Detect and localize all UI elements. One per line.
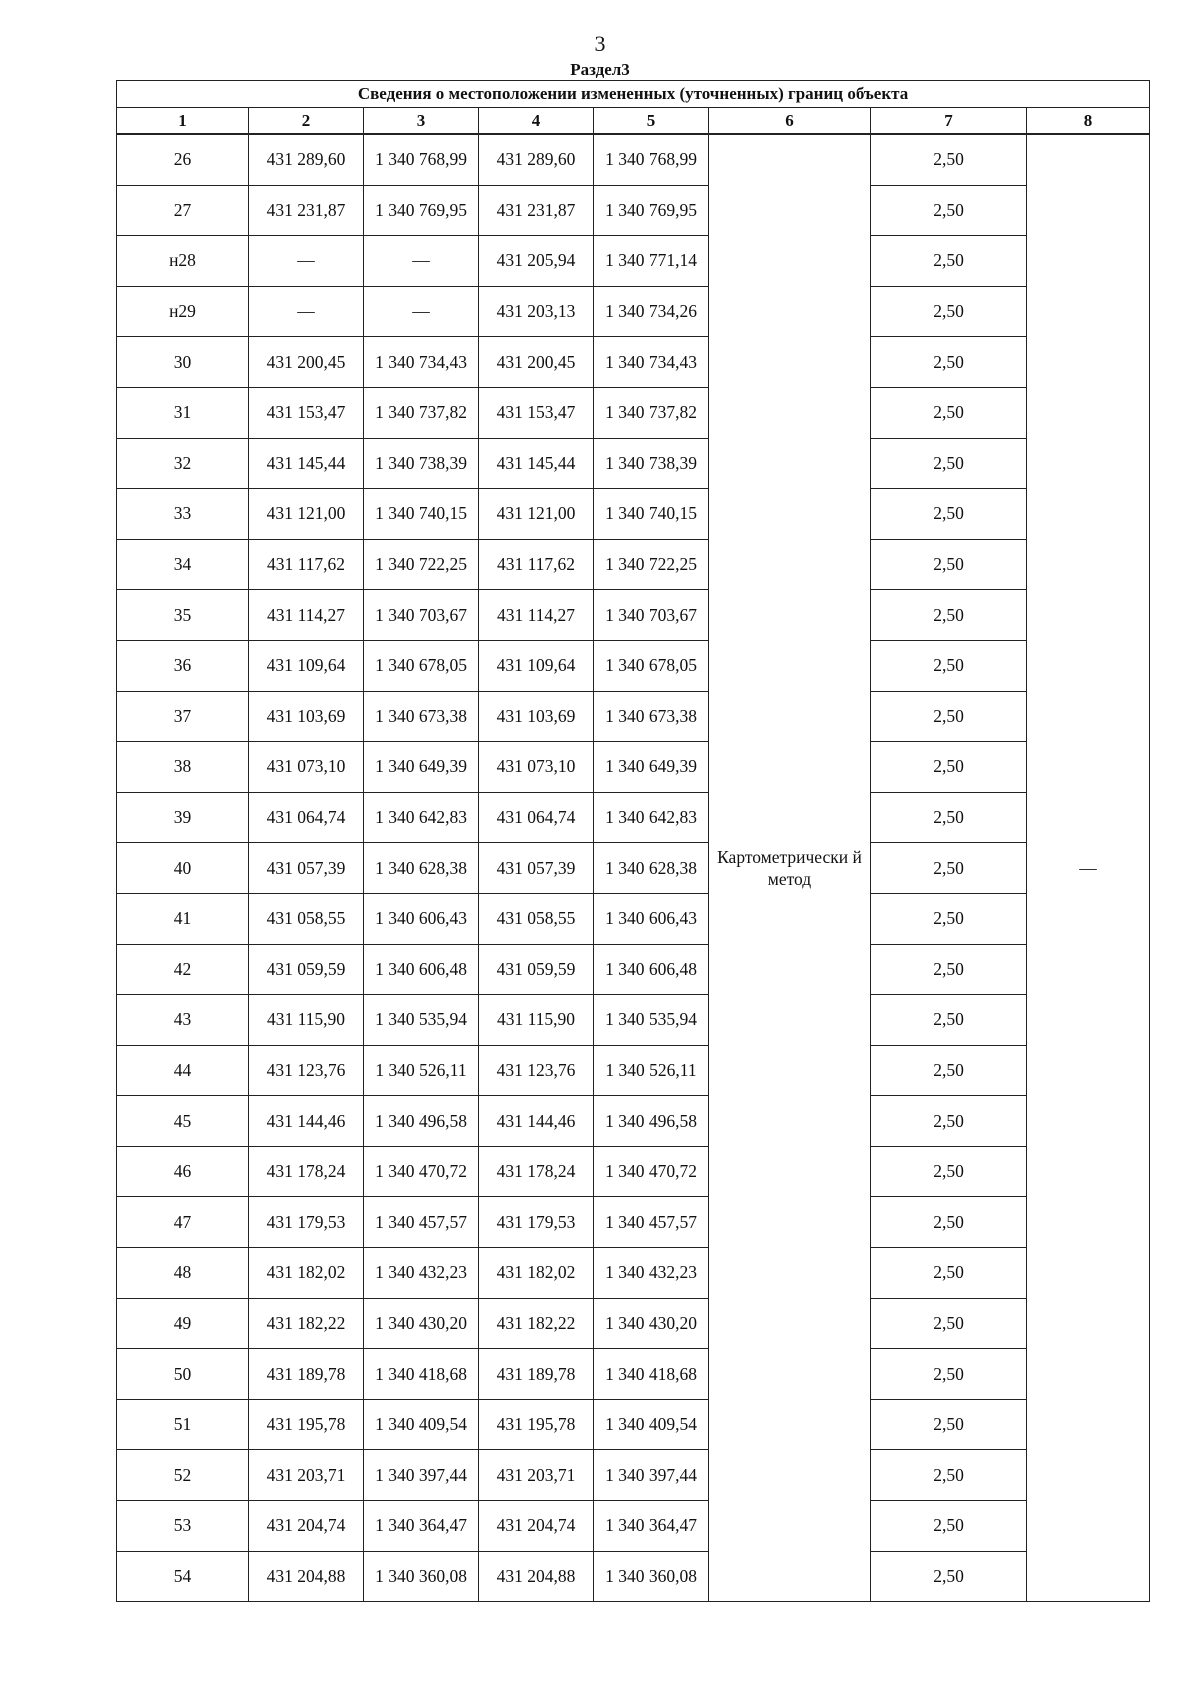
- table-row: [117, 387, 1150, 438]
- y-old-cell: 1 340 360,08: [364, 1551, 479, 1602]
- table-row: [117, 640, 1150, 691]
- table-row: [117, 185, 1150, 236]
- point-number-cell: 40: [117, 843, 249, 894]
- point-number-cell: 42: [117, 944, 249, 995]
- x-new-cell: 431 179,53: [479, 1197, 594, 1248]
- y-new-cell: 1 340 768,99: [594, 134, 709, 185]
- x-old-cell: 431 109,64: [249, 640, 364, 691]
- accuracy-cell: 2,50: [871, 742, 1027, 793]
- method-cell: Картометрически й метод: [709, 134, 871, 1602]
- y-new-cell: 1 340 360,08: [594, 1551, 709, 1602]
- y-old-cell: 1 340 740,15: [364, 489, 479, 540]
- table-row: [117, 1146, 1150, 1197]
- y-new-cell: 1 340 737,82: [594, 387, 709, 438]
- x-new-cell: 431 200,45: [479, 337, 594, 388]
- y-new-cell: 1 340 606,43: [594, 893, 709, 944]
- accuracy-cell: 2,50: [871, 590, 1027, 641]
- x-old-cell: 431 121,00: [249, 489, 364, 540]
- point-number-cell: 41: [117, 893, 249, 944]
- x-new-cell: 431 204,74: [479, 1501, 594, 1552]
- table-caption: Сведения о местоположении измененных (уточненных) границ объекта: [117, 81, 1150, 108]
- y-new-cell: 1 340 678,05: [594, 640, 709, 691]
- y-old-cell: 1 340 673,38: [364, 691, 479, 742]
- x-old-cell: 431 153,47: [249, 387, 364, 438]
- x-old-cell: 431 114,27: [249, 590, 364, 641]
- column-number-5: 5: [594, 108, 709, 135]
- point-number-cell: 39: [117, 792, 249, 843]
- accuracy-cell: 2,50: [871, 640, 1027, 691]
- x-new-cell: 431 205,94: [479, 236, 594, 287]
- accuracy-cell: 2,50: [871, 1501, 1027, 1552]
- y-new-cell: 1 340 734,43: [594, 337, 709, 388]
- accuracy-cell: 2,50: [871, 185, 1027, 236]
- table-row: [117, 792, 1150, 843]
- table-row: [117, 236, 1150, 287]
- x-old-cell: 431 182,22: [249, 1298, 364, 1349]
- x-new-cell: 431 231,87: [479, 185, 594, 236]
- x-new-cell: 431 117,62: [479, 539, 594, 590]
- y-old-cell: 1 340 703,67: [364, 590, 479, 641]
- x-new-cell: 431 058,55: [479, 893, 594, 944]
- table-row: [117, 1096, 1150, 1147]
- y-new-cell: 1 340 418,68: [594, 1349, 709, 1400]
- y-old-cell: 1 340 397,44: [364, 1450, 479, 1501]
- x-new-cell: 431 189,78: [479, 1349, 594, 1400]
- column-number-6: 6: [709, 108, 871, 135]
- point-number-cell: 49: [117, 1298, 249, 1349]
- y-old-cell: 1 340 768,99: [364, 134, 479, 185]
- y-old-cell: 1 340 364,47: [364, 1501, 479, 1552]
- y-new-cell: 1 340 703,67: [594, 590, 709, 641]
- x-old-cell: 431 145,44: [249, 438, 364, 489]
- x-new-cell: 431 153,47: [479, 387, 594, 438]
- table-row: [117, 893, 1150, 944]
- x-old-cell: 431 182,02: [249, 1248, 364, 1299]
- x-old-cell: 431 200,45: [249, 337, 364, 388]
- point-number-cell: 32: [117, 438, 249, 489]
- x-new-cell: 431 203,71: [479, 1450, 594, 1501]
- x-old-cell: 431 115,90: [249, 995, 364, 1046]
- x-new-cell: 431 059,59: [479, 944, 594, 995]
- table-row: [117, 843, 1150, 894]
- x-old-cell: 431 103,69: [249, 691, 364, 742]
- x-old-cell: 431 195,78: [249, 1399, 364, 1450]
- x-new-cell: 431 195,78: [479, 1399, 594, 1450]
- y-old-cell: 1 340 628,38: [364, 843, 479, 894]
- y-new-cell: 1 340 606,48: [594, 944, 709, 995]
- accuracy-cell: 2,50: [871, 438, 1027, 489]
- x-new-cell: 431 121,00: [479, 489, 594, 540]
- table-row: [117, 1045, 1150, 1096]
- y-new-cell: 1 340 432,23: [594, 1248, 709, 1299]
- y-new-cell: 1 340 526,11: [594, 1045, 709, 1096]
- x-new-cell: 431 203,13: [479, 286, 594, 337]
- point-number-cell: 38: [117, 742, 249, 793]
- point-number-cell: 53: [117, 1501, 249, 1552]
- accuracy-cell: 2,50: [871, 691, 1027, 742]
- column8-cell: —: [1027, 134, 1150, 1602]
- accuracy-cell: 2,50: [871, 1450, 1027, 1501]
- y-new-cell: 1 340 397,44: [594, 1450, 709, 1501]
- x-new-cell: 431 123,76: [479, 1045, 594, 1096]
- point-number-cell: 45: [117, 1096, 249, 1147]
- table-body: [117, 134, 1150, 1602]
- accuracy-cell: 2,50: [871, 387, 1027, 438]
- x-old-cell: —: [249, 286, 364, 337]
- table-row: [117, 286, 1150, 337]
- x-old-cell: 431 179,53: [249, 1197, 364, 1248]
- accuracy-cell: 2,50: [871, 1045, 1027, 1096]
- y-old-cell: 1 340 526,11: [364, 1045, 479, 1096]
- y-new-cell: 1 340 628,38: [594, 843, 709, 894]
- x-old-cell: 431 117,62: [249, 539, 364, 590]
- y-new-cell: 1 340 642,83: [594, 792, 709, 843]
- accuracy-cell: 2,50: [871, 1349, 1027, 1400]
- x-new-cell: 431 103,69: [479, 691, 594, 742]
- x-new-cell: 431 182,22: [479, 1298, 594, 1349]
- x-new-cell: 431 204,88: [479, 1551, 594, 1602]
- y-new-cell: 1 340 649,39: [594, 742, 709, 793]
- table-row: [117, 539, 1150, 590]
- table-row: [117, 944, 1150, 995]
- point-number-cell: 31: [117, 387, 249, 438]
- y-new-cell: 1 340 496,58: [594, 1096, 709, 1147]
- y-old-cell: 1 340 418,68: [364, 1349, 479, 1400]
- table-row: [117, 438, 1150, 489]
- accuracy-cell: 2,50: [871, 893, 1027, 944]
- y-old-cell: 1 340 649,39: [364, 742, 479, 793]
- accuracy-cell: 2,50: [871, 489, 1027, 540]
- table-row: [117, 1501, 1150, 1552]
- accuracy-cell: 2,50: [871, 1551, 1027, 1602]
- table-row: [117, 134, 1150, 185]
- table-row: [117, 489, 1150, 540]
- table-row: [117, 1450, 1150, 1501]
- table-row: [117, 691, 1150, 742]
- point-number-cell: 30: [117, 337, 249, 388]
- x-old-cell: 431 123,76: [249, 1045, 364, 1096]
- point-number-cell: 36: [117, 640, 249, 691]
- accuracy-cell: 2,50: [871, 944, 1027, 995]
- point-number-cell: 33: [117, 489, 249, 540]
- x-old-cell: 431 073,10: [249, 742, 364, 793]
- y-old-cell: 1 340 737,82: [364, 387, 479, 438]
- x-new-cell: 431 114,27: [479, 590, 594, 641]
- column-number-8: 8: [1027, 108, 1150, 135]
- y-old-cell: 1 340 470,72: [364, 1146, 479, 1197]
- accuracy-cell: 2,50: [871, 134, 1027, 185]
- x-new-cell: 431 145,44: [479, 438, 594, 489]
- y-old-cell: 1 340 642,83: [364, 792, 479, 843]
- point-number-cell: н28: [117, 236, 249, 287]
- table-row: [117, 1298, 1150, 1349]
- column-number-4: 4: [479, 108, 594, 135]
- column-number-1: 1: [117, 108, 249, 135]
- x-old-cell: 431 204,88: [249, 1551, 364, 1602]
- y-old-cell: 1 340 738,39: [364, 438, 479, 489]
- accuracy-cell: 2,50: [871, 1146, 1027, 1197]
- x-old-cell: 431 231,87: [249, 185, 364, 236]
- y-old-cell: 1 340 734,43: [364, 337, 479, 388]
- point-number-cell: н29: [117, 286, 249, 337]
- y-old-cell: —: [364, 236, 479, 287]
- point-number-cell: 26: [117, 134, 249, 185]
- accuracy-cell: 2,50: [871, 1248, 1027, 1299]
- accuracy-cell: 2,50: [871, 1197, 1027, 1248]
- y-old-cell: 1 340 606,48: [364, 944, 479, 995]
- table-row: [117, 337, 1150, 388]
- x-old-cell: 431 203,71: [249, 1450, 364, 1501]
- coordinates-table: [116, 80, 1150, 1602]
- x-new-cell: 431 057,39: [479, 843, 594, 894]
- x-old-cell: 431 204,74: [249, 1501, 364, 1552]
- column-number-2: 2: [249, 108, 364, 135]
- point-number-cell: 35: [117, 590, 249, 641]
- y-old-cell: 1 340 430,20: [364, 1298, 479, 1349]
- y-new-cell: 1 340 535,94: [594, 995, 709, 1046]
- table-row: [117, 1349, 1150, 1400]
- x-old-cell: 431 064,74: [249, 792, 364, 843]
- accuracy-cell: 2,50: [871, 843, 1027, 894]
- point-number-cell: 50: [117, 1349, 249, 1400]
- x-old-cell: 431 289,60: [249, 134, 364, 185]
- point-number-cell: 52: [117, 1450, 249, 1501]
- accuracy-cell: 2,50: [871, 1298, 1027, 1349]
- y-new-cell: 1 340 769,95: [594, 185, 709, 236]
- table-row: [117, 1551, 1150, 1602]
- y-old-cell: 1 340 722,25: [364, 539, 479, 590]
- point-number-cell: 47: [117, 1197, 249, 1248]
- accuracy-cell: 2,50: [871, 1096, 1027, 1147]
- x-new-cell: 431 289,60: [479, 134, 594, 185]
- x-new-cell: 431 073,10: [479, 742, 594, 793]
- x-old-cell: 431 058,55: [249, 893, 364, 944]
- y-new-cell: 1 340 771,14: [594, 236, 709, 287]
- point-number-cell: 43: [117, 995, 249, 1046]
- accuracy-cell: 2,50: [871, 236, 1027, 287]
- accuracy-cell: 2,50: [871, 337, 1027, 388]
- y-old-cell: 1 340 457,57: [364, 1197, 479, 1248]
- table-row: [117, 995, 1150, 1046]
- y-new-cell: 1 340 722,25: [594, 539, 709, 590]
- accuracy-cell: 2,50: [871, 995, 1027, 1046]
- y-new-cell: 1 340 430,20: [594, 1298, 709, 1349]
- table-row: [117, 1399, 1150, 1450]
- point-number-cell: 37: [117, 691, 249, 742]
- point-number-cell: 27: [117, 185, 249, 236]
- y-new-cell: 1 340 738,39: [594, 438, 709, 489]
- x-new-cell: 431 064,74: [479, 792, 594, 843]
- accuracy-cell: 2,50: [871, 1399, 1027, 1450]
- x-new-cell: 431 109,64: [479, 640, 594, 691]
- column-number-3: 3: [364, 108, 479, 135]
- accuracy-cell: 2,50: [871, 539, 1027, 590]
- y-new-cell: 1 340 470,72: [594, 1146, 709, 1197]
- table-row: [117, 1248, 1150, 1299]
- y-old-cell: 1 340 496,58: [364, 1096, 479, 1147]
- x-old-cell: 431 189,78: [249, 1349, 364, 1400]
- page-number: 3: [594, 31, 606, 56]
- y-old-cell: 1 340 432,23: [364, 1248, 479, 1299]
- x-old-cell: 431 059,59: [249, 944, 364, 995]
- point-number-cell: 48: [117, 1248, 249, 1299]
- y-old-cell: 1 340 678,05: [364, 640, 479, 691]
- x-old-cell: 431 178,24: [249, 1146, 364, 1197]
- x-old-cell: —: [249, 236, 364, 287]
- point-number-cell: 54: [117, 1551, 249, 1602]
- y-new-cell: 1 340 409,54: [594, 1399, 709, 1450]
- accuracy-cell: 2,50: [871, 286, 1027, 337]
- accuracy-cell: 2,50: [871, 792, 1027, 843]
- y-old-cell: 1 340 606,43: [364, 893, 479, 944]
- y-new-cell: 1 340 364,47: [594, 1501, 709, 1552]
- y-new-cell: 1 340 457,57: [594, 1197, 709, 1248]
- x-old-cell: 431 144,46: [249, 1096, 364, 1147]
- point-number-cell: 51: [117, 1399, 249, 1450]
- point-number-cell: 44: [117, 1045, 249, 1096]
- x-new-cell: 431 182,02: [479, 1248, 594, 1299]
- y-new-cell: 1 340 734,26: [594, 286, 709, 337]
- y-old-cell: 1 340 535,94: [364, 995, 479, 1046]
- table-row: [117, 590, 1150, 641]
- x-old-cell: 431 057,39: [249, 843, 364, 894]
- y-old-cell: 1 340 769,95: [364, 185, 479, 236]
- point-number-cell: 46: [117, 1146, 249, 1197]
- y-old-cell: 1 340 409,54: [364, 1399, 479, 1450]
- table-row: [117, 742, 1150, 793]
- column-number-row: [117, 108, 1150, 135]
- y-old-cell: —: [364, 286, 479, 337]
- x-new-cell: 431 178,24: [479, 1146, 594, 1197]
- table-row: [117, 1197, 1150, 1248]
- section-title: Раздел3: [570, 60, 630, 79]
- point-number-cell: 34: [117, 539, 249, 590]
- column-number-7: 7: [871, 108, 1027, 135]
- x-new-cell: 431 115,90: [479, 995, 594, 1046]
- x-new-cell: 431 144,46: [479, 1096, 594, 1147]
- y-new-cell: 1 340 740,15: [594, 489, 709, 540]
- y-new-cell: 1 340 673,38: [594, 691, 709, 742]
